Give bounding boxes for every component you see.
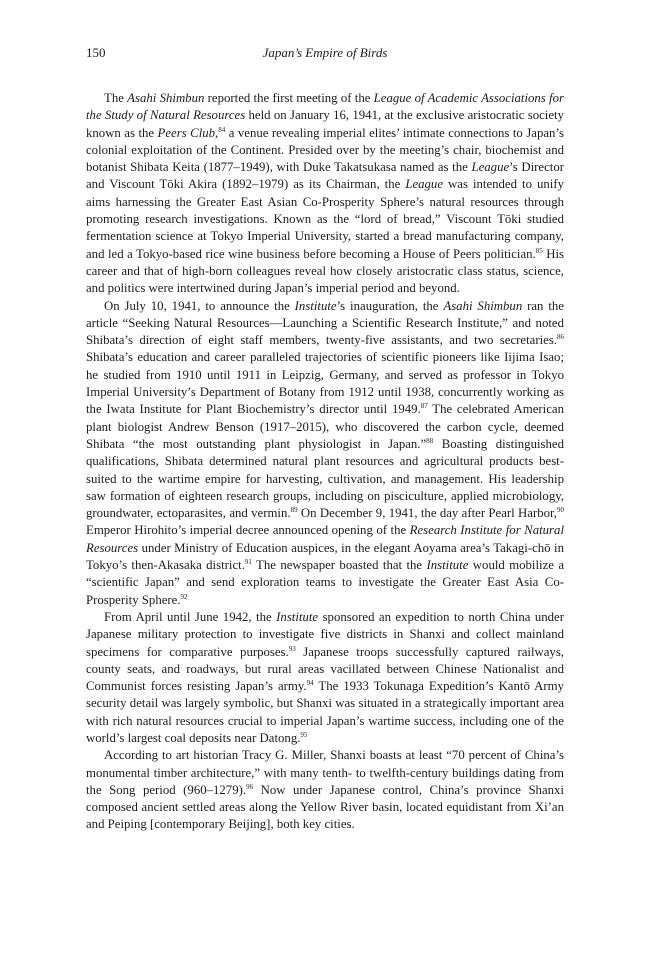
- text-run: On December 9, 1941, the day after Pearl Harbor,: [297, 506, 557, 521]
- footnote-marker: 96: [246, 782, 254, 791]
- paragraph: [86, 298, 564, 609]
- text-run: The newspaper boasted that the: [251, 558, 427, 573]
- footnote-marker: 84: [218, 125, 226, 134]
- footnote-marker: 87: [420, 402, 428, 411]
- text-run: The: [104, 91, 128, 105]
- footnote-marker: 92: [180, 592, 188, 601]
- text-run: Boasting distinguished qualifications, Shibata determined natural plant resources and agricultural products best-suited to the wartime empire for harvesting, cultivation, and management. His leadership saw formation of eighteen research groups, including on pisciculture, applied microbiology, groundwater, ectoparasites, and vermin.: [86, 436, 564, 521]
- text-run: ,: [215, 125, 219, 140]
- footnote-marker: 95: [300, 730, 308, 739]
- page-header: [86, 45, 564, 65]
- paragraph: [86, 90, 564, 298]
- footnote-marker: 93: [288, 644, 296, 653]
- body-text: [86, 90, 564, 834]
- footnote-marker: 89: [290, 506, 298, 515]
- page-number: 150: [86, 45, 106, 60]
- italic-text: Institute: [294, 298, 337, 313]
- italic-text: League: [405, 177, 444, 192]
- footnote-marker: 90: [557, 506, 564, 515]
- text-run: would mobilize a “scientific Japan” and send exploration teams to investigate the Greater East Asia Co-Prosperity Sphere.: [86, 558, 565, 607]
- italic-text: Institute: [276, 609, 319, 624]
- italic-text: League: [471, 160, 510, 175]
- text-run: reported the first meeting of the: [204, 91, 374, 105]
- text-run: His career and that of high-born colleagues reveal how closely aristocratic class status, science, and politics were intertwined during Japan’s imperial period and beyond.: [86, 246, 564, 296]
- italic-text: Asahi Shimbun: [443, 298, 523, 313]
- footnote-marker: 91: [244, 558, 252, 567]
- italic-text: Asahi Shimbun: [127, 91, 205, 105]
- text-run: under Ministry of Education auspices, in the elegant Aoyama area’s Takagi-chō in Tokyo’s then-Akasaka district.: [86, 540, 564, 573]
- italic-text: Peers Club: [157, 125, 216, 140]
- text-run: held on January 16, 1941, at the exclusive aristocratic society known as the: [86, 108, 564, 140]
- italic-text: Institute: [426, 558, 469, 573]
- paragraph: [86, 747, 564, 833]
- text-run: Now under Japanese control, China’s province Shanxi composed ancient settled areas along the Yellow River basin, located equidistant from Xi’an and Peiping [contemporary Beijing], both key cities.: [86, 782, 564, 832]
- text-run: a venue revealing imperial elites’ intimate connections to Japan’s colonial exploitation of the Continent. Presided over by the meeting’s chair, biochemist and botanist Shibata Keita (1877–1949), with Duke Takatsukasa named as the: [86, 125, 564, 175]
- text-run: The celebrated American plant biologist Andrew Benson (1917–2015), who discovered the carbon cycle, deemed Shibata “the most outstanding plant physiologist in Japan.”: [86, 402, 564, 451]
- text-run: sponsored an expedition to north China under Japanese military protection to investigate five districts in Shanxi and collect mainland specimens for comparative purposes.: [86, 609, 564, 659]
- italic-text: League of Academic Associations for the Study of Natural Resources: [86, 91, 564, 123]
- footnote-marker: 94: [306, 679, 314, 688]
- text-run: On July 10, 1941, to announce the: [104, 298, 295, 313]
- running-head: Japan’s Empire of Birds: [262, 45, 388, 60]
- text-run: Japanese troops successfully captured railways, county seats, and roadways, but rural areas vacillated between Chinese Nationalist and Communist forces resisting Japan’s army.: [86, 644, 564, 694]
- text-run: From April until June 1942, the: [104, 609, 277, 624]
- footnote-marker: 85: [535, 246, 543, 255]
- text-run: According to art historian Tracy G. Miller, Shanxi boasts at least “70 percent of China’s monumental timber architecture,” with many tenth- to twelfth-century buildings dating from the Song period (960–1279).: [86, 748, 564, 797]
- text-run: Emperor Hirohito’s imperial decree announced opening of the: [86, 523, 410, 538]
- text-run: was intended to unify aims harnessing the Greater East Asian Co-Prosperity Sphere’s natural resources through promoting research investigations. Known as the “lord of bread,” Viscount Tōki studied fermentation science at Tokyo Imperial University, started a bread manufacturing company, and led a Tokyo-based rice wine business before becoming a House of Peers politician.: [86, 177, 564, 261]
- footnote-marker: 88: [426, 436, 434, 445]
- text-run: The 1933 Tokunaga Expedition’s Kantō Army security detail was largely symbolic, but Shanxi was situated in a strategically important area with rich natural resources crucial to imperial Japan’s wartime success, including one of the world’s largest coal deposits near Datong.: [86, 679, 564, 745]
- footnote-marker: 86: [557, 333, 564, 342]
- paragraph: [86, 609, 564, 747]
- text-run: ran the article “Seeking Natural Resources—Launching a Scientific Research Institute,” and noted Shibata’s direction of eight staff members, twenty-five assistants, and two secretaries.: [86, 298, 564, 348]
- text-run: ’s inauguration, the: [336, 298, 444, 313]
- italic-text: Research Institute for Natural Resources: [86, 523, 564, 555]
- text-run: ’s Director and Viscount Tōki Akira (1892–1979) as its Chairman, the: [86, 160, 564, 192]
- text-run: Shibata’s education and career paralleled trajectories of scientific pioneers like Iijima Isao; he studied from 1910 until 1911 in Leipzig, Germany, and served as professor in Tokyo Imperial University’s Department of Botany from 1912 until 1938, concurrently working as the Iwata Institute for Plant Biochemistry’s director until 1949.: [86, 350, 564, 417]
